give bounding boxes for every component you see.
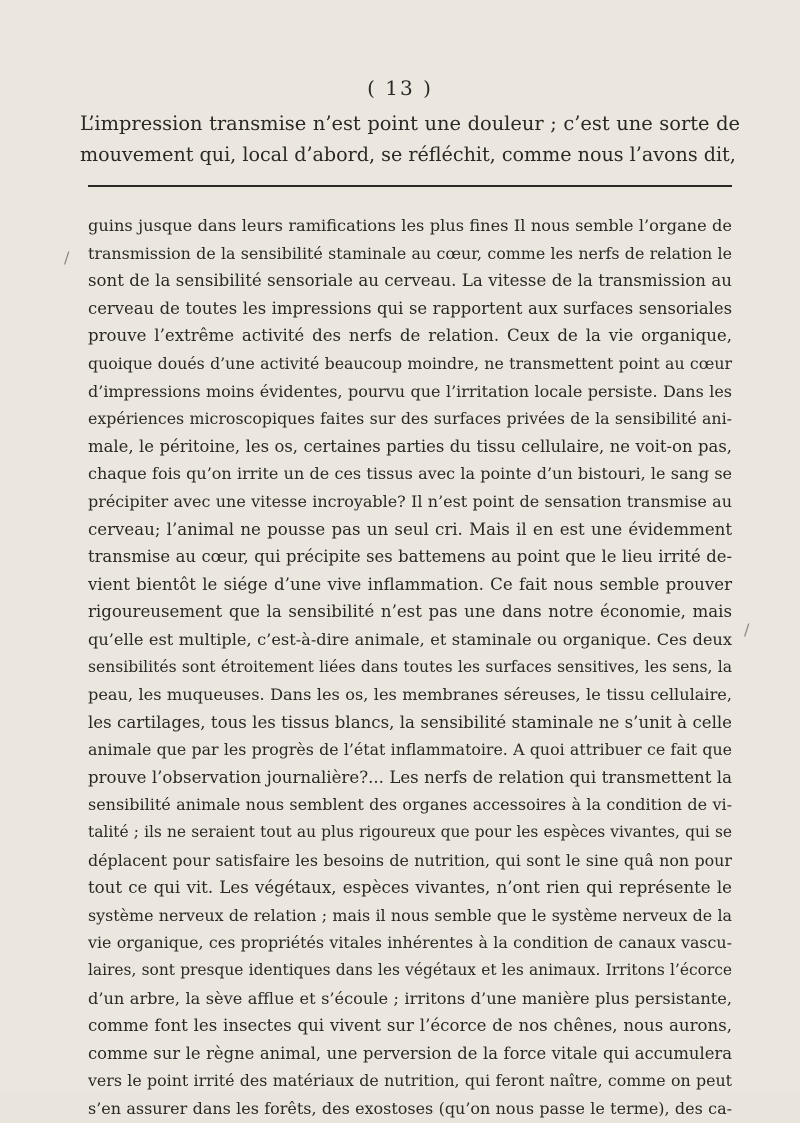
footnote-line: male, le péritoine, les os, certaines parties du tissu cellulaire, ne voit-on pas, — [88, 436, 732, 456]
footnote-line: tout ce qui vit. Les végétaux, espèces vivantes, n’ont rien qui représente le — [88, 878, 732, 898]
footnote-line: animale que par les progrès de l’état inflammatoire. A quoi attribuer ce fait que — [88, 740, 732, 760]
footnote-line: transmission de la sensibilité staminale au cœur, comme les nerfs de relation le — [88, 243, 732, 263]
main-text-line: mouvement qui, local d’abord, se réfléchit, comme nous l’avons dit, — [80, 143, 736, 166]
footnote-line: sont de la sensibilité sensoriale au cerveau. La vitesse de la transmission au — [88, 271, 732, 291]
footnote-line: d’impressions moins évidentes, pourvu que l’irritation locale persiste. Dans les — [88, 381, 732, 401]
margin-pencil-mark: / — [64, 248, 70, 267]
footnote-line: sensibilités sont étroitement liées dans toutes les surfaces sensitives, les sens, la — [88, 657, 732, 676]
page-number: ( 13 ) — [367, 76, 433, 100]
main-text-continuation — [80, 108, 740, 170]
footnote-line: cerveau de toutes les impressions qui se rapportent aux surfaces sensoriales — [88, 298, 732, 318]
margin-pencil-mark: / — [744, 620, 750, 639]
footnote-line: peau, les muqueuses. Dans les os, les membranes séreuses, le tissu cellulaire, — [88, 685, 732, 705]
footnote-line: transmise au cœur, qui précipite ses battemens au point que le lieu irrité de- — [88, 547, 732, 567]
footnote-line: d’un arbre, la sève afflue et s’écoule ; irritons d’une manière plus persistante, — [88, 988, 732, 1008]
footnote-line: chaque fois qu’on irrite un de ces tissus avec la pointe d’un bistouri, le sang se — [88, 464, 732, 484]
footnote-line: les cartilages, tous les tissus blancs, la sensibilité staminale ne s’unit à celle — [88, 712, 732, 732]
footnote-line: talité ; ils ne seraient tout au plus rigoureux que pour les espèces vivantes, qui se — [88, 823, 732, 842]
footnote-line: comme font les insectes qui vivent sur l’écorce de nos chênes, nous aurons, — [88, 1016, 732, 1036]
footnote-line: rigoureusement que la sensibilité n’est pas une dans notre économie, mais — [88, 602, 732, 622]
footnote-separator-rule — [88, 185, 732, 187]
main-text-line: L’impression transmise n’est point une douleur ; c’est une sorte de — [80, 112, 740, 135]
footnote-text — [88, 212, 732, 1123]
footnote-line: déplacent pour satisfaire les besoins de nutrition, qui sont le sine quâ non pour — [88, 850, 732, 870]
footnote-line: qu’elle est multiple, c’est-à-dire animale, et staminale ou organique. Ces deux — [88, 629, 732, 649]
footnote-line: système nerveux de relation ; mais il nous semble que le système nerveux de la — [88, 905, 732, 925]
footnote-line: laires, sont presque identiques dans les végétaux et les animaux. Irritons l’écorce — [88, 961, 732, 980]
footnote-line: sensibilité animale nous semblent des organes accessoires à la condition de vi- — [88, 795, 732, 815]
footnote-line: précipiter avec une vitesse incroyable? Il n’est point de sensation transmise au — [88, 491, 732, 511]
footnote-line: comme sur le règne animal, une perversion de la force vitale qui accumulera — [88, 1043, 732, 1063]
footnote-line: prouve l’observation journalière?... Les nerfs de relation qui transmettent la — [88, 767, 732, 787]
footnote-line: vie organique, ces propriétés vitales inhérentes à la condition de canaux vascu- — [88, 933, 732, 953]
footnote-line: expériences microscopiques faites sur des surfaces privées de la sensibilité ani- — [88, 409, 732, 429]
footnote-line: vient bientôt le siége d’une vive inflammation. Ce fait nous semble prouver — [88, 574, 732, 594]
footnote-line: prouve l’extrême activité des nerfs de relation. Ceux de la vie organique, — [88, 326, 732, 346]
footnote-line: guins jusque dans leurs ramifications les plus fines Il nous semble l’organe de — [88, 216, 732, 235]
footnote-line: s’en assurer dans les forêts, des exostoses (qu’on nous passe le terme), des ca- — [88, 1099, 732, 1118]
footnote-line: quoique doués d’une activité beaucoup moindre, ne transmettent point au cœur — [88, 353, 732, 373]
footnote-line: vers le point irrité des matériaux de nutrition, qui feront naître, comme on peut — [88, 1071, 732, 1091]
footnote-line: cerveau; l’animal ne pousse pas un seul cri. Mais il en est une évidemment — [88, 519, 732, 539]
